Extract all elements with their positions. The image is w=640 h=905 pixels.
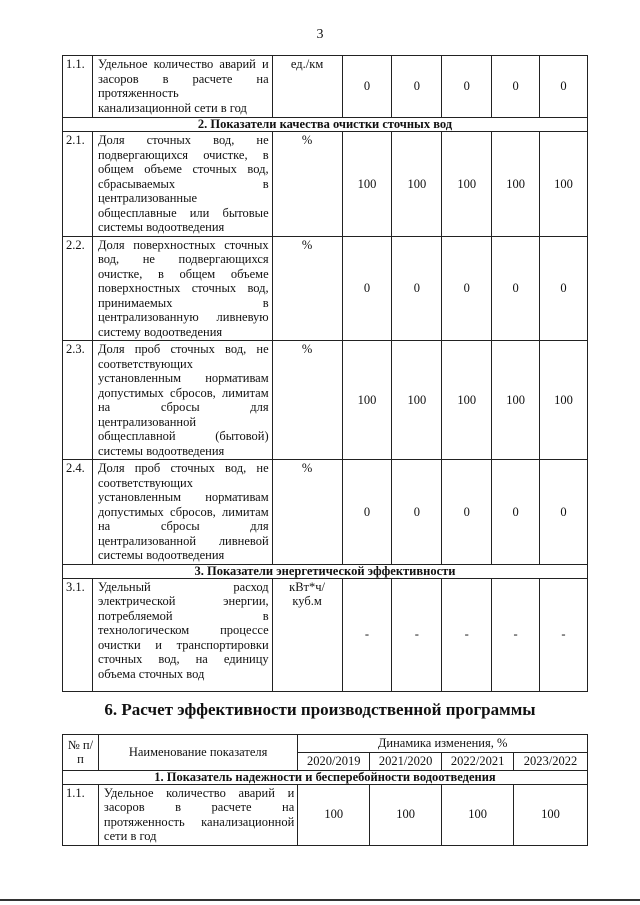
value-cell: - (540, 578, 588, 691)
table-row (63, 236, 588, 341)
value-cell: 100 (540, 132, 588, 237)
section-row-title: 1. Показатель надежности и бесперебойности водоотведения (63, 770, 588, 784)
page-edge-line (0, 899, 640, 901)
column-header-year: 2021/2020 (370, 753, 442, 771)
unit-cell: % (272, 460, 342, 565)
row-number: 2.1. (63, 132, 93, 237)
value-cell: 100 (442, 132, 492, 237)
section-row-title: 3. Показатели энергетической эффективности (63, 564, 588, 578)
value-cell: 0 (342, 236, 392, 341)
value-cell: - (392, 578, 442, 691)
table-row (63, 341, 588, 460)
indicator-name: Удельное количество аварий и засоров в расчете на протяженность канализационной сети в год (98, 784, 297, 845)
efficiency-table (62, 734, 588, 846)
value-cell: 0 (392, 56, 442, 118)
column-header-number: № п/п (63, 735, 99, 771)
value-cell: 100 (392, 341, 442, 460)
value-cell: 100 (492, 132, 540, 237)
unit-cell: % (272, 236, 342, 341)
section-row (63, 564, 588, 578)
value-cell: 100 (298, 784, 370, 845)
row-number: 3.1. (63, 578, 93, 691)
indicator-name: Доля сточных вод, не подвергающихся очистке, в общем объеме сточных вод, сбрасываемых в централизованные общесплавные или бытовые системы водоотведения (92, 132, 272, 237)
value-cell: - (442, 578, 492, 691)
table-row (63, 784, 588, 845)
value-cell: 0 (492, 236, 540, 341)
value-cell: 100 (442, 341, 492, 460)
indicator-name: Доля проб сточных вод, не соответствующих установленным нормативам допустимых сбросов, лимитам на сбросы для централизованной общесплавной (бытовой) системы водоотведения (92, 341, 272, 460)
table-row (63, 132, 588, 237)
value-cell: - (492, 578, 540, 691)
unit-cell: кВт*ч/ куб.м (272, 578, 342, 691)
value-cell: 0 (392, 236, 442, 341)
row-number: 1.1. (63, 784, 99, 845)
indicators-table (62, 55, 588, 692)
row-number: 2.2. (63, 236, 93, 341)
column-header-year: 2022/2021 (442, 753, 514, 771)
indicator-name: Удельное количество аварий и засоров в расчете на протяженность канализационной сети в год (92, 56, 272, 118)
value-cell: 100 (342, 341, 392, 460)
section-heading: 6. Расчет эффективности производственной программы (104, 700, 536, 719)
row-number: 2.3. (63, 341, 93, 460)
value-cell: 100 (342, 132, 392, 237)
value-cell: 0 (442, 460, 492, 565)
column-header-dynamics: Динамика изменения, % (298, 735, 588, 753)
value-cell: 0 (492, 56, 540, 118)
table-row (63, 578, 588, 691)
value-cell: 0 (342, 460, 392, 565)
value-cell: 0 (540, 236, 588, 341)
value-cell: 0 (442, 56, 492, 118)
value-cell: 0 (342, 56, 392, 118)
value-cell: 100 (492, 341, 540, 460)
column-header-year: 2023/2022 (514, 753, 588, 771)
value-cell: 100 (392, 132, 442, 237)
value-cell: 0 (442, 236, 492, 341)
value-cell: - (342, 578, 392, 691)
page-number: 3 (316, 27, 324, 42)
column-header-year: 2020/2019 (298, 753, 370, 771)
value-cell: 100 (442, 784, 514, 845)
value-cell: 100 (540, 341, 588, 460)
value-cell: 0 (392, 460, 442, 565)
indicator-name: Доля проб сточных вод, не соответствующих установленным нормативам допустимых сбросов, лимитам на сбросы для централизованной ливневой системы водоотведения (92, 460, 272, 565)
unit-cell: ед./км (272, 56, 342, 118)
value-cell: 100 (370, 784, 442, 845)
value-cell: 0 (540, 56, 588, 118)
value-cell: 100 (514, 784, 588, 845)
value-cell: 0 (540, 460, 588, 565)
row-number: 1.1. (63, 56, 93, 118)
column-header-name: Наименование показателя (98, 735, 297, 771)
section-row (63, 118, 588, 132)
indicator-name: Удельный расход электрической энергии, потребляемой в технологическом процессе очистки и транспортировки сточных вод, на единицу объема сточных вод (92, 578, 272, 691)
section-row-title: 2. Показатели качества очистки сточных вод (63, 118, 588, 132)
table-row (63, 460, 588, 565)
unit-cell: % (272, 132, 342, 237)
value-cell: 0 (492, 460, 540, 565)
unit-cell: % (272, 341, 342, 460)
table-row (63, 56, 588, 118)
indicator-name: Доля поверхностных сточных вод, не подвергающихся очистке, в общем объеме поверхностных сточных вод, принимаемых в централизованную ливневую систему водоотведения (92, 236, 272, 341)
row-number: 2.4. (63, 460, 93, 565)
